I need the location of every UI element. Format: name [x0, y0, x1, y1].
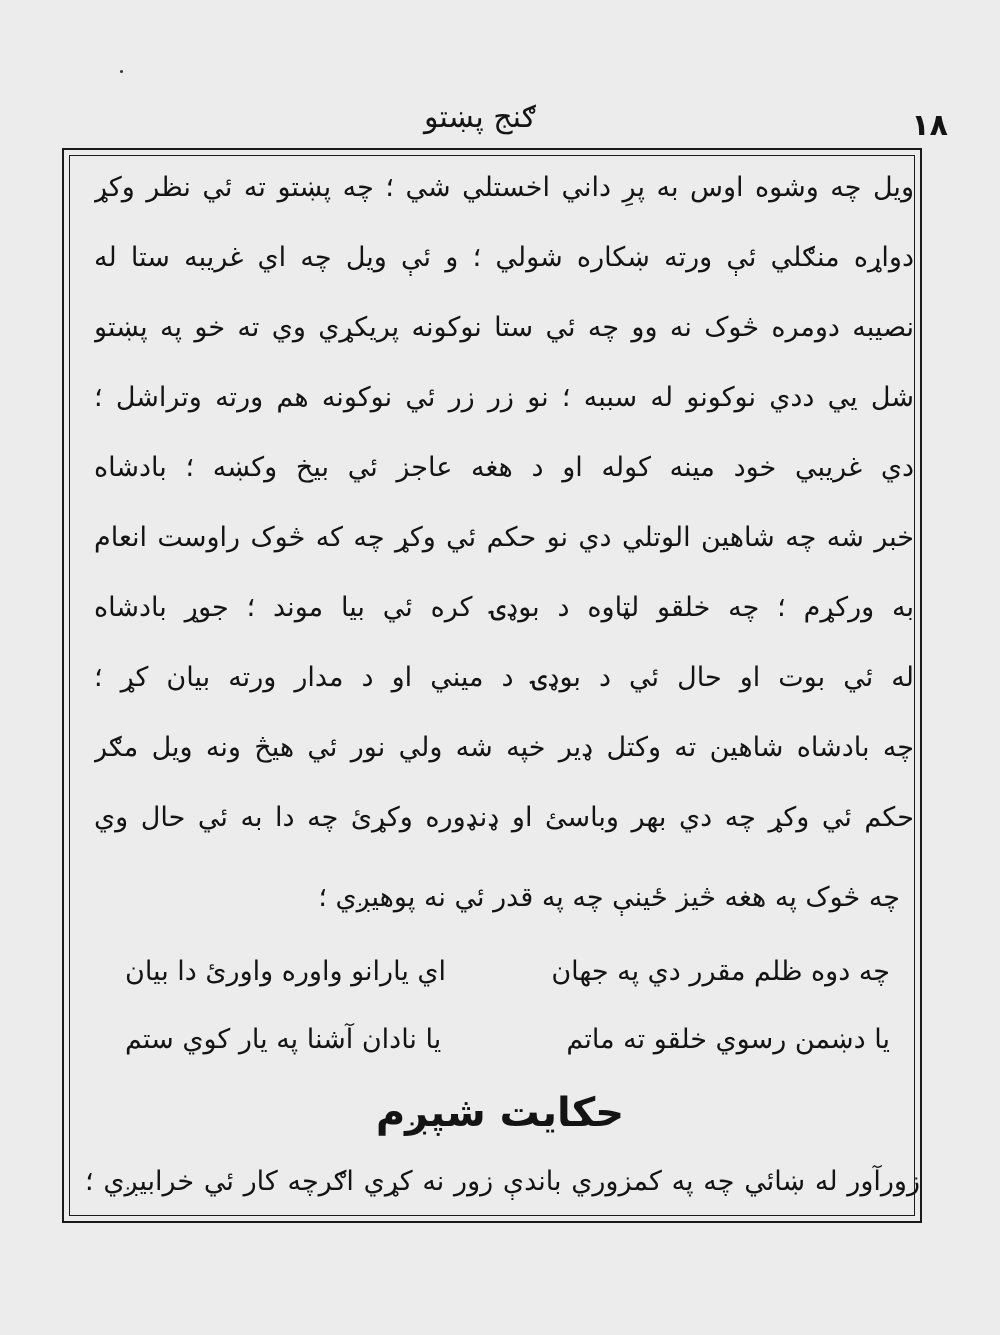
body-line: دي غريبي خود مينه کوله او د هغه عاجز ئي بيخ وکښه ؛ بادشاه [94, 452, 914, 483]
body-line: نصيبه دومره څوک نه وو چه ئي ستا نوکونه پريکړي وي ته خو په پښتو [94, 312, 914, 343]
page-number: ۱۸ [911, 108, 948, 143]
body-line: به ورکړم ؛ چه خلقو لټاوه د بوډۍ کره ئي بيا موند ؛ جوړ بادشاه [94, 592, 914, 623]
body-line: شل يي ددي نوکونو له سببه ؛ نو زر زر ئي نوکونه هم ورته وتراشل ؛ [94, 382, 914, 413]
body-line: ويل چه وشوه اوس به پرِ داني اخستلي شي ؛ چه پښتو ته ئي نظر وکړ [94, 172, 914, 203]
verse-hemistich-right: چه دوه ظلم مقرر دي په جهان [551, 956, 890, 987]
verse-hemistich-right: يا دښمن رسوي خلقو ته ماتم [566, 1024, 890, 1055]
body-line: له ئي بوت او حال ئي د بوډۍ د ميني او د مدار ورته بيان کړ ؛ [94, 662, 914, 693]
body-line-last: زورآور له ښائي چه په کمزوري باندې زور نه کړي اګرچه کار ئي خرابيږي ؛ [85, 1166, 920, 1197]
paper-speck [120, 70, 123, 73]
body-line: حکم ئي وکړ چه دي بهر وباسئ او ډنډوره وکړئ چه دا به ئي حال وي [94, 802, 914, 833]
verse-hemistich-left: يا نادان آشنا په يار کوي ستم [125, 1024, 442, 1055]
body-line: چه څوک په هغه څيز ځينې چه په قدر ئي نه پوهيږي ؛ [318, 882, 900, 913]
running-title: ګنج پښتو [424, 100, 536, 135]
body-line: دواړه منګلي ئې ورته ښکاره شولي ؛ و ئې ويل چه اي غريبه ستا له [94, 242, 914, 273]
body-line: خبر شه چه شاهين الوتلي دي نو حکم ئي وکړ چه که څوک راوست انعام [94, 522, 914, 553]
body-line: چه بادشاه شاهين ته وکتل ډير خپه شه ولي نور ئي هيڅ ونه ويل مګر [94, 732, 914, 763]
verse-hemistich-left: اي يارانو واوره واورئ دا بيان [125, 956, 447, 987]
section-heading: حکايت شپږم [375, 1090, 625, 1136]
